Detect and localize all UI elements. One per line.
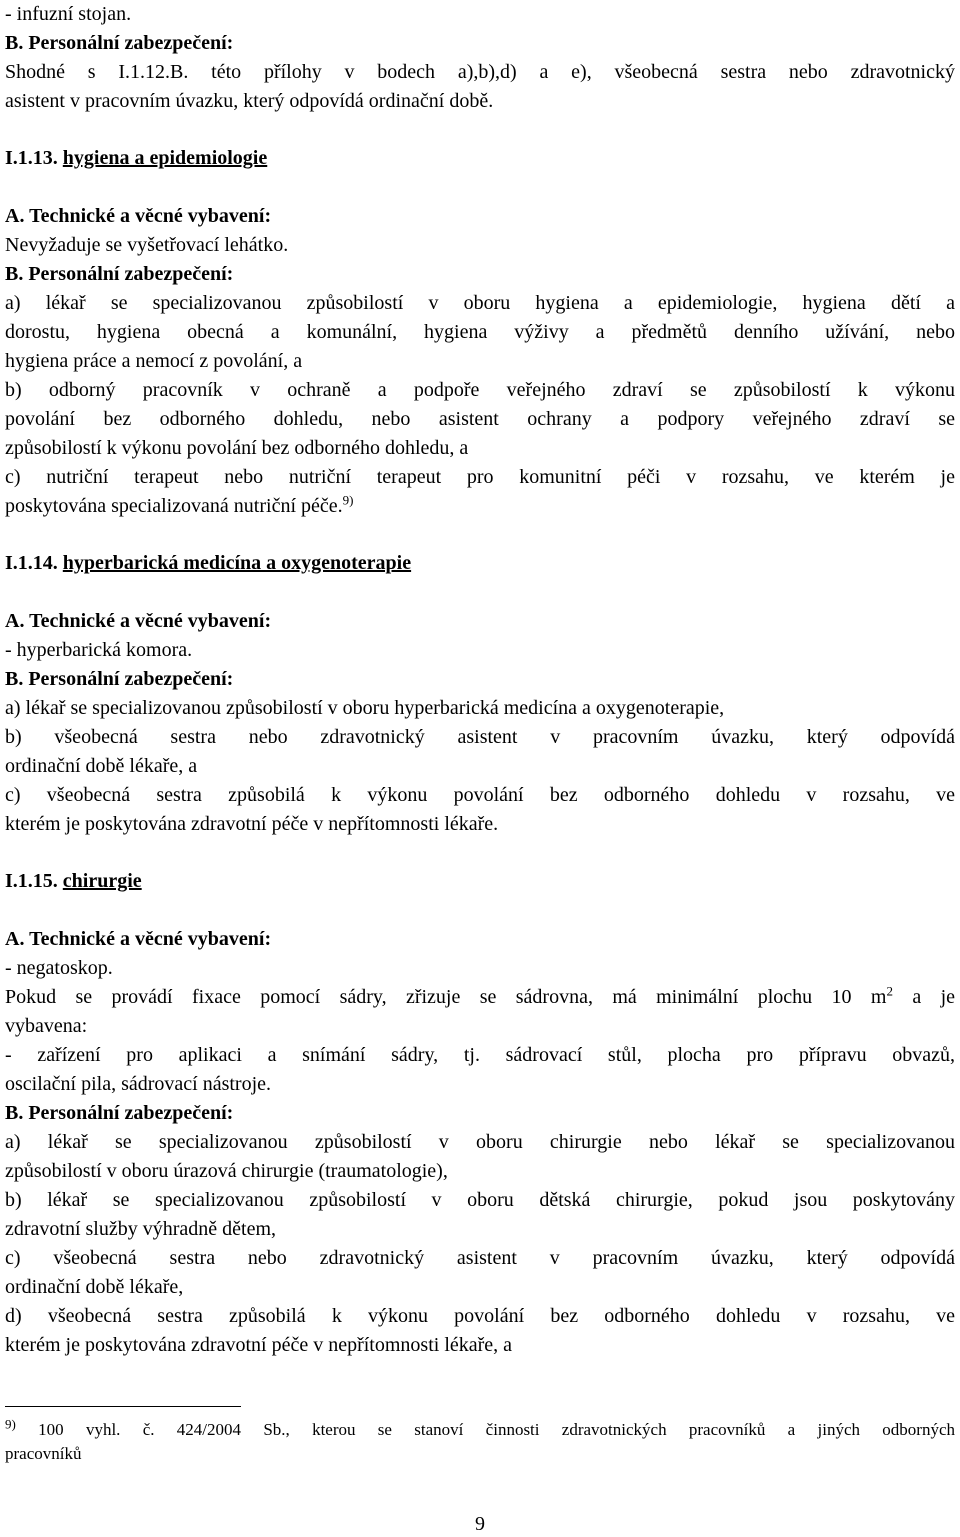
text-line <box>5 549 955 578</box>
text-span: hygiena práce a nemocí z povolání, a <box>5 350 303 372</box>
text-span: I.1.15. <box>5 870 63 892</box>
text-line <box>5 1273 955 1302</box>
text-line <box>5 260 955 289</box>
text-span: I.1.14. <box>5 552 63 574</box>
text-line <box>5 347 955 376</box>
text-line <box>5 665 955 694</box>
footnote-line <box>5 1418 955 1441</box>
text-span: a) lékař se specializovanou způsobilostí v oboru hygiena a epidemiologie, hygiena dětí a <box>5 292 955 314</box>
section-heading: hyperbarická medicína a oxygenoterapie <box>62 552 412 574</box>
text-line <box>5 867 955 896</box>
text-span: a) lékař se specializovanou způsobilostí v oboru chirurgie nebo lékař se specializovanou <box>5 1131 955 1153</box>
text-line <box>5 1157 955 1186</box>
text-line <box>5 434 955 463</box>
text-span: d) všeobecná sestra způsobilá k výkonu povolání bez odborného dohledu v rozsahu, ve <box>5 1305 955 1327</box>
text-span: - infuzní stojan. <box>5 3 132 25</box>
text-span: B. Personální zabezpečení: <box>5 32 234 54</box>
text-line <box>5 636 955 665</box>
text-line <box>5 1302 955 1331</box>
text-span: pracovníků <box>5 1444 82 1463</box>
footnote-divider <box>5 1406 241 1407</box>
section-heading: hygiena a epidemiologie <box>62 147 268 169</box>
section-heading: chirurgie <box>62 870 142 892</box>
text-line <box>5 810 955 839</box>
text-span: povolání bez odborného dohledu, nebo asistent ochrany a podpory veřejného zdraví se <box>5 408 955 430</box>
text-span: ordinační době lékaře, <box>5 1276 184 1298</box>
text-line <box>5 925 955 954</box>
text-line <box>5 1215 955 1244</box>
text-span: b) všeobecná sestra nebo zdravotnický asistent v pracovním úvazku, který odpovídá <box>5 726 955 748</box>
text-line <box>5 781 955 810</box>
text-line <box>5 405 955 434</box>
text-line <box>5 289 955 318</box>
text-line <box>5 492 955 521</box>
text-line <box>5 144 955 173</box>
text-line <box>5 694 955 723</box>
text-span: c) všeobecná sestra způsobilá k výkonu povolání bez odborného dohledu v rozsahu, ve <box>5 784 955 806</box>
text-line <box>5 1012 955 1041</box>
text-span: ordinační době lékaře, a <box>5 755 198 777</box>
text-line <box>5 1186 955 1215</box>
text-line <box>5 1099 955 1128</box>
text-line <box>5 752 955 781</box>
text-line <box>5 463 955 492</box>
superscript: 9) <box>5 1416 16 1432</box>
text-span: Nevyžaduje se vyšetřovací lehátko. <box>5 234 289 256</box>
text-span: 100 vyhl. č. 424/2004 Sb., kterou se stanoví činnosti zdravotnických pracovníků a jiných odborných <box>15 1420 955 1439</box>
text-line <box>5 1041 955 1070</box>
text-span: dorostu, hygiena obecná a komunální, hygiena výživy a předmětů denního užívání, nebo <box>5 321 955 343</box>
text-span: zdravotní služby výhradně dětem, <box>5 1218 277 1240</box>
text-span: poskytována specializovaná nutriční péče. <box>5 495 343 517</box>
text-span: způsobilostí v oboru úrazová chirurgie (traumatologie), <box>5 1160 448 1182</box>
text-line <box>5 607 955 636</box>
text-span: - hyperbarická komora. <box>5 639 193 661</box>
text-line <box>5 0 955 29</box>
text-span: B. Personální zabezpečení: <box>5 668 234 690</box>
text-line <box>5 1070 955 1099</box>
text-span: B. Personální zabezpečení: <box>5 263 234 285</box>
text-span: A. Technické a věcné vybavení: <box>5 928 272 950</box>
text-line <box>5 954 955 983</box>
superscript: 2 <box>886 983 893 999</box>
text-span: - negatoskop. <box>5 957 113 979</box>
footnote-line <box>5 1442 955 1465</box>
text-span: Pokud se provádí fixace pomocí sádry, zřizuje se sádrovna, má minimální plochu 10 m <box>5 986 887 1008</box>
text-span: oscilační pila, sádrovací nástroje. <box>5 1073 272 1095</box>
text-line <box>5 983 955 1012</box>
text-span: a je <box>892 986 956 1008</box>
text-line <box>5 202 955 231</box>
text-span: b) odborný pracovník v ochraně a podpoře veřejného zdraví se způsobilostí k výkonu <box>5 379 955 401</box>
text-span: A. Technické a věcné vybavení: <box>5 205 272 227</box>
text-span: b) lékař se specializovanou způsobilostí v oboru dětská chirurgie, pokud jsou poskytovány <box>5 1189 955 1211</box>
page-number: 9 <box>475 1513 485 1535</box>
text-span: kterém je poskytována zdravotní péče v nepřítomnosti lékaře. <box>5 813 499 835</box>
text-span: asistent v pracovním úvazku, který odpovídá ordinační době. <box>5 90 494 112</box>
text-line <box>5 376 955 405</box>
text-line <box>5 723 955 752</box>
text-span: a) lékař se specializovanou způsobilostí v oboru hyperbarická medicína a oxygenoterapie, <box>5 697 725 719</box>
text-span: B. Personální zabezpečení: <box>5 1102 234 1124</box>
text-span: c) všeobecná sestra nebo zdravotnický asistent v pracovním úvazku, který odpovídá <box>5 1247 955 1269</box>
text-line <box>5 87 955 116</box>
text-span: - zařízení pro aplikaci a snímání sádry, tj. sádrovací stůl, plocha pro přípravu obvazů, <box>5 1044 955 1066</box>
text-line <box>5 58 955 87</box>
superscript: 9) <box>342 492 354 508</box>
text-span: Shodné s I.1.12.B. této přílohy v bodech a),b),d) a e), všeobecná sestra nebo zdravotnický <box>5 61 955 83</box>
text-span: I.1.13. <box>5 147 63 169</box>
text-span: vybavena: <box>5 1015 88 1037</box>
text-line <box>5 318 955 347</box>
text-span: způsobilostí k výkonu povolání bez odborného dohledu, a <box>5 437 469 459</box>
text-span: A. Technické a věcné vybavení: <box>5 610 272 632</box>
text-line <box>5 29 955 58</box>
text-line <box>5 1244 955 1273</box>
text-line <box>5 231 955 260</box>
text-span: c) nutriční terapeut nebo nutriční terapeut pro komunitní péči v rozsahu, ve kterém je <box>5 466 955 488</box>
text-span: kterém je poskytována zdravotní péče v nepřítomnosti lékaře, a <box>5 1334 513 1356</box>
text-line <box>5 1128 955 1157</box>
text-line <box>5 1331 955 1360</box>
